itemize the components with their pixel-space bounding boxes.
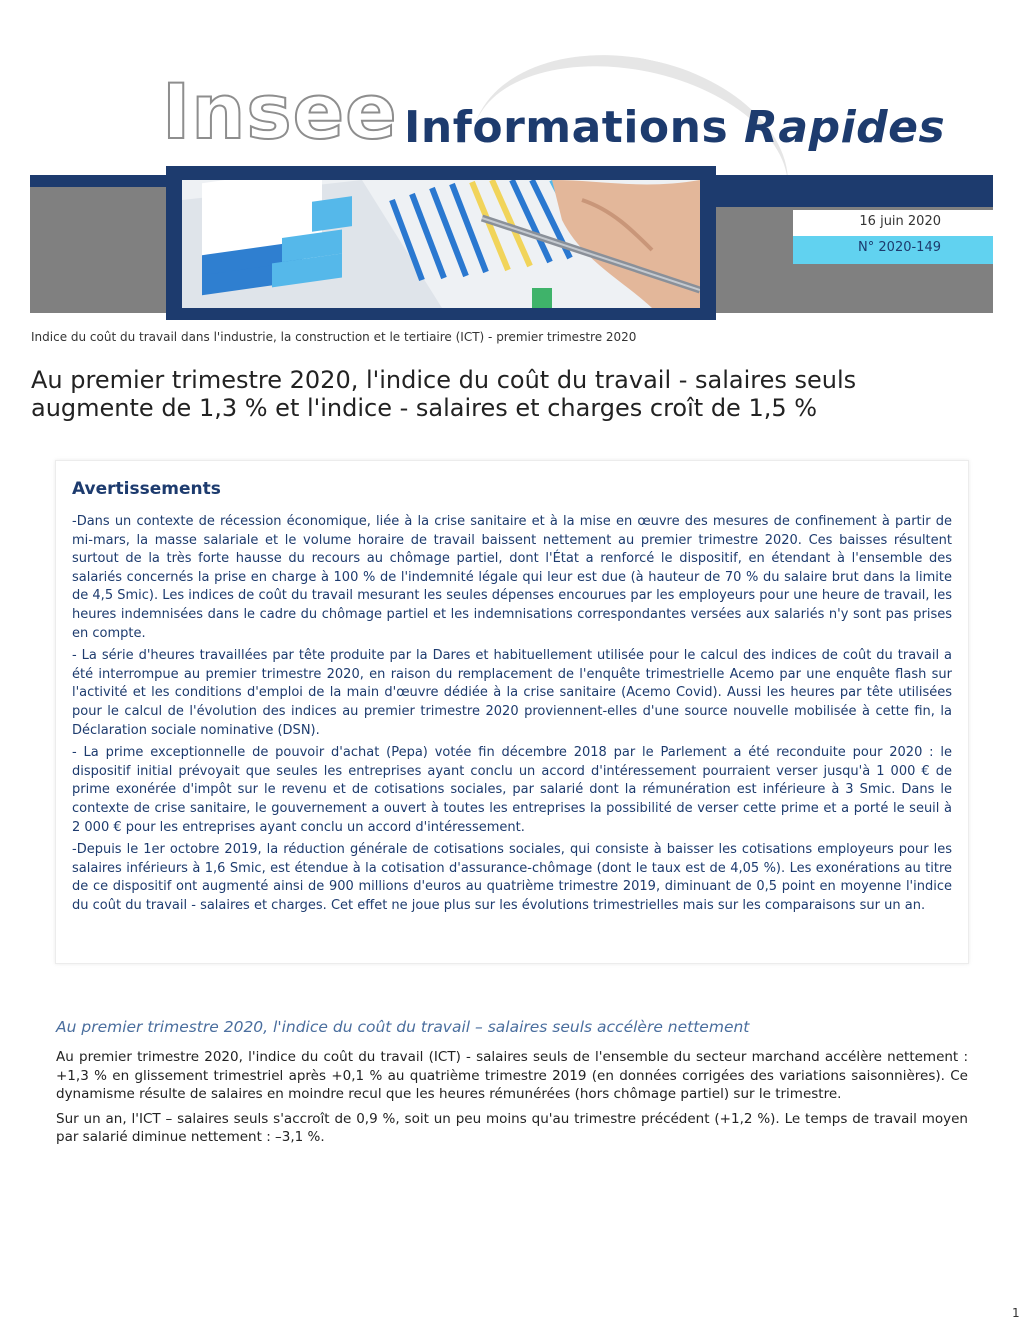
insee-logo: Insee	[162, 67, 398, 156]
subject-line: Indice du coût du travail dans l'industrie, la construction et le tertiaire (ICT) - premier trimestre 2020	[31, 330, 637, 344]
warning-paragraph: - La prime exceptionnelle de pouvoir d'achat (Pepa) votée fin décembre 2018 par le Parlement a été reconduite pour 2020 : le dispositif initial prévoyait que seules les entreprises ayant conclu un accord d'intéressement pourraient verser jusqu'à 1 000 € de prime exonérée d'impôt sur le revenu et de cotisations sociales, par salarié dont la rémunération est inférieure à 3 Smic. Dans le contexte de crise sanitaire, le gouvernement a ouvert à toutes les entreprises la possibilité de verser cette prime et a porté le seuil à 2 000 € pour les entreprises ayant conclu un accord d'intéressement.	[72, 745, 952, 835]
publication-title-word1: Informations	[404, 102, 729, 153]
warnings-title: Avertissements	[72, 479, 221, 499]
chart-and-pen-illustration	[182, 180, 700, 308]
header-navy-band	[700, 175, 993, 207]
body-paragraph: Sur un an, l'ICT – salaires seuls s'accroît de 0,9 %, soit un peu moins qu'au trimestre précédent (+1,2 %). Le temps de travail moyen par salarié diminue nettement : –3,1 %.	[56, 1110, 968, 1146]
section-title: Au premier trimestre 2020, l'indice du coût du travail – salaires seuls accélère nettement	[56, 1018, 750, 1036]
warnings-box	[55, 460, 969, 964]
section-body	[56, 1048, 968, 1153]
page-number: 1	[1012, 1306, 1020, 1320]
warning-paragraph: - La série d'heures travaillées par tête produite par la Dares et habituellement utilisée pour le calcul des indices de coût du travail a été interrompue au premier trimestre 2020, en raison du remplacement de l'enquête trimestrielle Acemo par une enquête flash sur l'activité et les conditions d'emploi de la main d'œuvre dédiée à la crise sanitaire (Acemo Covid). Aussi les heures par tête utilisées pour le calcul de l'évolution des indices au premier trimestre 2020 proviennent-elles d'une source nouvelle mobilisée à cette fin, la Déclaration sociale nominative (DSN).	[72, 648, 952, 738]
header-photo	[166, 166, 716, 320]
publication-number: N° 2020-149	[793, 236, 993, 264]
warning-paragraph: -Depuis le 1er octobre 2019, la réduction générale de cotisations sociales, qui consiste à baisser les cotisations employeurs pour les salaires inférieurs à 1,6 Smic, est étendue à la cotisation d'assurance-chômage (dont le taux est de 4,05 %). Les exonérations au titre de ce dispositif ont augmenté ainsi de 900 millions d'euros au quatrième trimestre 2019, diminuant de 0,5 point en moyenne l'indice du coût du travail - salaires et charges. Cet effet ne joue plus sur les évolutions trimestrielles mais sur les comparaisons sur un an.	[72, 842, 952, 913]
publication-title-word2: Rapides	[744, 102, 946, 153]
warning-paragraph: -Dans un contexte de récession économique, liée à la crise sanitaire et à la mise en œuvre des mesures de confinement à partir de mi-mars, la masse salariale et le volume horaire de travail baissent nettement au premier trimestre 2020. Ces baisses résultent surtout de la très forte hausse du recours au chômage partiel, dont l'État a renforcé le dispositif, en étendant à l'ensemble des salariés concernés la prise en charge à 100 % de l'indemnité légale qui leur est due (à hauteur de 70 % du salaire brut dans la limite de 4,5 Smic). Les indices de coût du travail mesurant les seules dépenses encourues par les employeurs pour une heure de travail, les heures indemnisées dans le cadre du chômage partiel et les indemnisations correspondantes versées aux salariés n'y sont pas prises en compte.	[72, 514, 952, 641]
publication-date: 16 juin 2020	[793, 210, 993, 236]
publication-title	[404, 104, 945, 152]
page-title: Au premier trimestre 2020, l'indice du coût du travail - salaires seuls augmente de 1,3 % et l'indice - salaires et charges croît de 1,5 %	[31, 366, 857, 422]
body-paragraph: Au premier trimestre 2020, l'indice du coût du travail (ICT) - salaires seuls de l'ensemble du secteur marchand accélère nettement : +1,3 % en glissement trimestriel après +0,1 % au quatrième trimestre 2019 (en données corrigées des variations saisonnières). Ce dynamisme résulte de salaires en moindre recul que les heures rémunérées (hors chômage partiel) sur le trimestre.	[56, 1049, 968, 1103]
header-navy-strip	[30, 175, 170, 187]
